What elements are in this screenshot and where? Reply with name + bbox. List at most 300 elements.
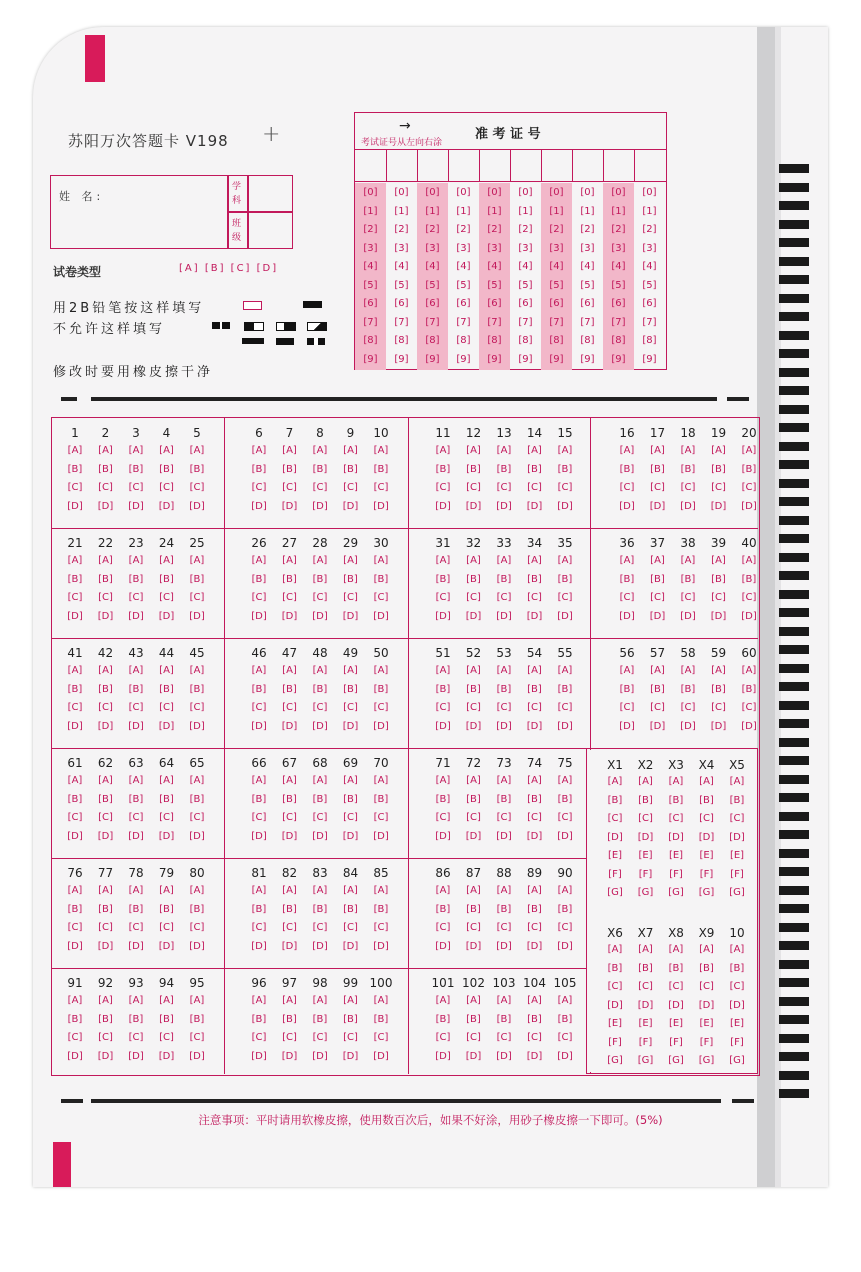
answer-bubble[interactable]: [C] [741,702,757,713]
extra-answer-bubble[interactable]: [A] [638,776,653,787]
id-digit-bubble[interactable]: [1] [580,205,595,217]
answer-bubble[interactable]: [D] [312,720,328,732]
answer-bubble[interactable]: [A] [435,665,451,676]
answer-bubble[interactable]: [B] [343,573,358,585]
answer-bubble[interactable]: [D] [680,610,696,622]
answer-bubble[interactable]: [C] [466,592,481,603]
id-digit-bubble[interactable]: [6] [642,298,657,309]
extra-answer-bubble[interactable]: [E] [668,1018,684,1029]
answer-bubble[interactable]: [A] [373,555,389,566]
answer-bubble[interactable]: [B] [251,1013,267,1025]
answer-bubble[interactable]: [B] [282,903,297,915]
answer-bubble[interactable]: [A] [619,665,635,676]
answer-bubble[interactable]: [C] [496,922,512,933]
extra-answer-bubble[interactable]: [A] [729,776,745,787]
answer-bubble[interactable]: [A] [189,665,205,676]
answer-bubble[interactable]: [C] [282,922,297,933]
extra-answer-bubble[interactable]: [G] [729,1055,745,1066]
id-digit-bubble[interactable]: [9] [549,353,564,365]
answer-bubble[interactable]: [C] [159,702,174,713]
id-digit-bubble[interactable]: [7] [487,316,502,328]
answer-bubble[interactable]: [A] [557,445,573,456]
answer-bubble[interactable]: [C] [373,1032,389,1043]
id-digit-bubble[interactable]: [8] [487,335,502,346]
id-digit-bubble[interactable]: [6] [456,298,471,309]
answer-bubble[interactable]: [C] [557,592,573,603]
answer-bubble[interactable]: [A] [650,445,665,456]
answer-bubble[interactable]: [B] [557,683,573,695]
id-digit-bubble[interactable]: [4] [580,261,595,272]
answer-bubble[interactable]: [B] [466,463,481,475]
answer-bubble[interactable]: [B] [343,463,358,475]
extra-answer-bubble[interactable]: [G] [607,887,623,898]
answer-bubble[interactable]: [C] [527,592,542,603]
id-digit-bubble[interactable]: [9] [456,353,471,365]
answer-bubble[interactable]: [B] [128,903,144,915]
answer-bubble[interactable]: [D] [649,610,666,622]
extra-answer-bubble[interactable]: [C] [638,813,653,824]
id-digit-bubble[interactable]: [9] [363,353,378,365]
answer-bubble[interactable]: [B] [527,683,542,695]
answer-bubble[interactable]: [B] [189,903,205,915]
id-digit-bubble[interactable]: [1] [363,205,378,217]
answer-bubble[interactable]: [D] [496,500,512,512]
answer-bubble[interactable]: [B] [189,1013,205,1025]
id-digit-bubble[interactable]: [2] [580,224,595,235]
answer-bubble[interactable]: [B] [67,573,83,585]
answer-bubble[interactable]: [C] [282,812,297,823]
answer-bubble[interactable]: [B] [373,683,389,695]
answer-bubble[interactable]: [B] [711,463,726,475]
answer-bubble[interactable]: [D] [189,610,205,622]
answer-bubble[interactable]: [B] [343,793,358,805]
answer-bubble[interactable]: [A] [251,995,267,1006]
extra-answer-bubble[interactable]: [F] [699,868,714,880]
extra-answer-bubble[interactable]: [D] [698,831,715,843]
extra-answer-bubble[interactable]: [G] [729,887,745,898]
answer-bubble[interactable]: [A] [557,885,573,896]
answer-bubble[interactable]: [C] [557,1032,573,1043]
answer-bubble[interactable]: [C] [680,592,696,603]
answer-bubble[interactable]: [C] [680,482,696,493]
answer-bubble[interactable]: [A] [527,445,542,456]
answer-bubble[interactable]: [A] [373,775,389,786]
answer-bubble[interactable]: [B] [373,903,389,915]
answer-bubble[interactable]: [D] [251,500,267,512]
id-digit-bubble[interactable]: [5] [611,279,626,291]
answer-bubble[interactable]: [A] [496,665,512,676]
answer-bubble[interactable]: [C] [373,812,389,823]
id-digit-bubble[interactable]: [3] [580,242,595,254]
answer-bubble[interactable]: [A] [680,665,696,676]
extra-answer-bubble[interactable]: [G] [698,887,715,898]
id-digit-bubble[interactable]: [7] [580,316,595,328]
answer-bubble[interactable]: [A] [680,555,696,566]
id-digit-bubble[interactable]: [0] [518,187,533,198]
answer-bubble[interactable]: [C] [159,812,174,823]
id-digit-bubble[interactable]: [6] [611,298,626,309]
extra-answer-bubble[interactable]: [G] [637,887,654,898]
answer-bubble[interactable]: [D] [649,720,666,732]
answer-bubble[interactable]: [B] [680,573,696,585]
answer-bubble[interactable]: [C] [98,592,113,603]
answer-bubble[interactable]: [D] [251,940,267,952]
extra-answer-bubble[interactable]: [C] [699,813,714,824]
extra-answer-bubble[interactable]: [B] [699,794,714,806]
id-digit-bubble[interactable]: [9] [580,353,595,365]
extra-answer-bubble[interactable]: [G] [637,1055,654,1066]
answer-bubble[interactable]: [B] [251,463,267,475]
answer-bubble[interactable]: [A] [435,995,451,1006]
extra-answer-bubble[interactable]: [D] [637,831,654,843]
answer-bubble[interactable]: [A] [312,885,328,896]
id-digit-bubble[interactable]: [5] [487,279,502,291]
answer-bubble[interactable]: [D] [465,830,482,842]
answer-bubble[interactable]: [B] [159,1013,174,1025]
id-digit-bubble[interactable]: [7] [611,316,626,328]
answer-bubble[interactable]: [A] [251,775,267,786]
answer-bubble[interactable]: [B] [343,1013,358,1025]
answer-bubble[interactable]: [A] [98,995,113,1006]
answer-bubble[interactable]: [D] [557,940,573,952]
answer-bubble[interactable]: [A] [496,555,512,566]
answer-bubble[interactable]: [A] [159,775,174,786]
answer-bubble[interactable]: [D] [649,500,666,512]
answer-bubble[interactable]: [A] [251,555,267,566]
answer-bubble[interactable]: [C] [373,922,389,933]
id-digit-bubble[interactable]: [0] [580,187,595,198]
answer-bubble[interactable]: [A] [128,995,144,1006]
answer-bubble[interactable]: [B] [128,1013,144,1025]
answer-bubble[interactable]: [B] [189,793,205,805]
id-digit-bubble[interactable]: [5] [456,279,471,291]
answer-bubble[interactable]: [A] [435,445,451,456]
answer-bubble[interactable]: [D] [619,500,635,512]
answer-bubble[interactable]: [A] [711,665,726,676]
answer-bubble[interactable]: [C] [435,922,451,933]
answer-bubble[interactable]: [C] [466,922,481,933]
extra-answer-bubble[interactable]: [G] [668,1055,684,1066]
answer-bubble[interactable]: [A] [159,995,174,1006]
answer-bubble[interactable]: [A] [496,885,512,896]
answer-bubble[interactable]: [B] [67,463,83,475]
answer-bubble[interactable]: [A] [312,555,328,566]
id-digit-bubble[interactable]: [9] [611,353,626,365]
answer-bubble[interactable]: [C] [619,482,635,493]
answer-bubble[interactable]: [C] [557,812,573,823]
answer-bubble[interactable]: [B] [98,903,113,915]
answer-bubble[interactable]: [D] [67,940,83,952]
answer-bubble[interactable]: [A] [496,445,512,456]
answer-bubble[interactable]: [C] [251,1032,267,1043]
answer-bubble[interactable]: [A] [128,445,144,456]
answer-bubble[interactable]: [D] [312,500,328,512]
answer-bubble[interactable]: [A] [711,445,726,456]
extra-answer-bubble[interactable]: [E] [668,850,684,861]
id-digit-bubble[interactable]: [6] [518,298,533,309]
answer-bubble[interactable]: [A] [343,665,358,676]
answer-bubble[interactable]: [A] [557,665,573,676]
answer-bubble[interactable]: [D] [557,830,573,842]
answer-bubble[interactable]: [B] [128,573,144,585]
answer-bubble[interactable]: [B] [282,793,297,805]
answer-bubble[interactable]: [D] [312,830,328,842]
answer-bubble[interactable]: [C] [741,482,757,493]
answer-bubble[interactable]: [D] [251,830,267,842]
answer-bubble[interactable]: [B] [496,903,512,915]
answer-bubble[interactable]: [A] [312,665,328,676]
extra-answer-bubble[interactable]: [C] [607,981,623,992]
answer-bubble[interactable]: [A] [343,445,358,456]
answer-bubble[interactable]: [D] [128,1050,144,1062]
answer-bubble[interactable]: [C] [189,812,205,823]
answer-bubble[interactable]: [C] [343,702,358,713]
answer-bubble[interactable]: [D] [741,500,757,512]
answer-bubble[interactable]: [C] [251,592,267,603]
id-digit-bubble[interactable]: [5] [394,279,409,291]
answer-bubble[interactable]: [D] [526,500,543,512]
answer-bubble[interactable]: [B] [343,683,358,695]
id-digit-bubble[interactable]: [9] [518,353,533,365]
answer-bubble[interactable]: [C] [343,1032,358,1043]
extra-answer-bubble[interactable]: [F] [730,1036,744,1048]
answer-bubble[interactable]: [D] [251,610,267,622]
extra-answer-bubble[interactable]: [F] [608,1036,622,1048]
answer-bubble[interactable]: [A] [189,995,205,1006]
answer-bubble[interactable]: [B] [466,573,481,585]
answer-bubble[interactable]: [B] [67,1013,83,1025]
answer-bubble[interactable]: [B] [680,683,696,695]
answer-bubble[interactable]: [B] [496,1013,512,1025]
answer-bubble[interactable]: [D] [496,720,512,732]
answer-bubble[interactable]: [A] [312,775,328,786]
answer-bubble[interactable]: [B] [466,683,481,695]
extra-answer-bubble[interactable]: [E] [699,850,714,861]
answer-bubble[interactable]: [C] [189,922,205,933]
answer-bubble[interactable]: [D] [312,940,328,952]
answer-bubble[interactable]: [B] [557,573,573,585]
answer-bubble[interactable]: [A] [435,885,451,896]
id-digit-bubble[interactable]: [9] [394,353,409,365]
answer-bubble[interactable]: [D] [435,500,451,512]
extra-answer-bubble[interactable]: [A] [668,944,684,955]
extra-answer-bubble[interactable]: [D] [729,999,745,1011]
answer-bubble[interactable]: [D] [158,720,175,732]
extra-answer-bubble[interactable]: [B] [699,962,714,974]
answer-bubble[interactable]: [C] [527,812,542,823]
answer-bubble[interactable]: [C] [435,1032,451,1043]
id-digit-bubble[interactable]: [3] [363,242,378,254]
answer-bubble[interactable]: [A] [189,555,205,566]
answer-bubble[interactable]: [C] [557,482,573,493]
answer-bubble[interactable]: [B] [373,573,389,585]
id-digit-bubble[interactable]: [2] [642,224,657,235]
answer-bubble[interactable]: [B] [128,463,144,475]
id-digit-bubble[interactable]: [5] [642,279,657,291]
answer-bubble[interactable]: [A] [466,445,481,456]
answer-bubble[interactable]: [A] [466,555,481,566]
id-digit-bubble[interactable]: [8] [611,335,626,346]
answer-bubble[interactable]: [D] [128,940,144,952]
answer-bubble[interactable]: [A] [67,555,83,566]
answer-bubble[interactable]: [B] [312,573,328,585]
answer-bubble[interactable]: [A] [67,885,83,896]
answer-bubble[interactable]: [A] [343,995,358,1006]
answer-bubble[interactable]: [B] [619,683,635,695]
answer-bubble[interactable]: [A] [373,885,389,896]
answer-bubble[interactable]: [D] [97,500,114,512]
answer-bubble[interactable]: [C] [496,482,512,493]
answer-bubble[interactable]: [D] [281,1050,298,1062]
answer-bubble[interactable]: [B] [435,573,451,585]
answer-bubble[interactable]: [D] [281,500,298,512]
answer-bubble[interactable]: [C] [282,592,297,603]
answer-bubble[interactable]: [C] [373,592,389,603]
id-digit-bubble[interactable]: [8] [642,335,657,346]
answer-bubble[interactable]: [B] [251,573,267,585]
answer-bubble[interactable]: [A] [741,445,757,456]
answer-bubble[interactable]: [B] [189,683,205,695]
id-digit-bubble[interactable]: [1] [611,205,626,217]
extra-answer-bubble[interactable]: [F] [730,868,744,880]
id-digit-bubble[interactable]: [2] [487,224,502,235]
answer-bubble[interactable]: [B] [98,573,113,585]
extra-answer-bubble[interactable]: [B] [729,962,745,974]
extra-answer-bubble[interactable]: [C] [668,813,684,824]
answer-bubble[interactable]: [B] [711,573,726,585]
answer-bubble[interactable]: [C] [619,702,635,713]
answer-bubble[interactable]: [D] [312,1050,328,1062]
answer-bubble[interactable]: [B] [741,573,757,585]
extra-answer-bubble[interactable]: [D] [729,831,745,843]
answer-bubble[interactable]: [B] [98,793,113,805]
answer-bubble[interactable]: [D] [373,500,389,512]
extra-answer-bubble[interactable]: [D] [637,999,654,1011]
id-digit-bubble[interactable]: [1] [549,205,564,217]
extra-answer-bubble[interactable]: [B] [668,962,684,974]
id-digit-bubble[interactable]: [6] [580,298,595,309]
answer-bubble[interactable]: [B] [373,463,389,475]
answer-bubble[interactable]: [A] [557,555,573,566]
answer-bubble[interactable]: [D] [435,610,451,622]
id-digit-bubble[interactable]: [0] [642,187,657,198]
id-digit-bubble[interactable]: [1] [518,205,533,217]
answer-bubble[interactable]: [C] [650,702,665,713]
answer-bubble[interactable]: [C] [67,482,83,493]
answer-bubble[interactable]: [D] [158,500,175,512]
answer-bubble[interactable]: [C] [373,702,389,713]
answer-bubble[interactable]: [B] [159,793,174,805]
answer-bubble[interactable]: [B] [496,793,512,805]
answer-bubble[interactable]: [D] [435,940,451,952]
answer-bubble[interactable]: [D] [435,830,451,842]
id-digit-bubble[interactable]: [4] [549,261,564,272]
answer-bubble[interactable]: [C] [435,482,451,493]
answer-bubble[interactable]: [C] [128,922,144,933]
answer-bubble[interactable]: [C] [128,812,144,823]
answer-bubble[interactable]: [D] [67,1050,83,1062]
answer-bubble[interactable]: [D] [128,720,144,732]
id-digit-bubble[interactable]: [8] [456,335,471,346]
answer-bubble[interactable]: [D] [557,720,573,732]
answer-bubble[interactable]: [D] [465,940,482,952]
answer-bubble[interactable]: [B] [282,683,297,695]
answer-bubble[interactable]: [D] [373,830,389,842]
id-digit-bubble[interactable]: [4] [487,261,502,272]
answer-bubble[interactable]: [A] [527,555,542,566]
answer-bubble[interactable]: [D] [526,830,543,842]
answer-bubble[interactable]: [D] [741,610,757,622]
answer-bubble[interactable]: [C] [343,482,358,493]
answer-bubble[interactable]: [B] [650,573,665,585]
answer-bubble[interactable]: [C] [67,1032,83,1043]
id-digit-bubble[interactable]: [7] [518,316,533,328]
answer-bubble[interactable]: [D] [67,500,83,512]
answer-bubble[interactable]: [C] [312,592,328,603]
answer-bubble[interactable]: [B] [496,573,512,585]
answer-bubble[interactable]: [C] [251,812,267,823]
answer-bubble[interactable]: [D] [710,610,727,622]
answer-bubble[interactable]: [A] [282,775,297,786]
answer-bubble[interactable]: [C] [496,1032,512,1043]
answer-bubble[interactable]: [C] [711,702,726,713]
answer-bubble[interactable]: [D] [281,720,298,732]
id-digit-bubble[interactable]: [3] [456,242,471,254]
answer-bubble[interactable]: [C] [312,922,328,933]
answer-bubble[interactable]: [C] [373,482,389,493]
id-digit-bubble[interactable]: [0] [425,187,440,198]
answer-bubble[interactable]: [A] [251,885,267,896]
id-digit-bubble[interactable]: [3] [394,242,409,254]
id-digit-bubble[interactable]: [5] [518,279,533,291]
answer-bubble[interactable]: [A] [67,665,83,676]
answer-bubble[interactable]: [B] [466,793,481,805]
answer-bubble[interactable]: [D] [342,610,359,622]
answer-bubble[interactable]: [C] [435,812,451,823]
extra-answer-bubble[interactable]: [C] [638,981,653,992]
answer-bubble[interactable]: [C] [189,592,205,603]
answer-bubble[interactable]: [A] [282,555,297,566]
answer-bubble[interactable]: [A] [189,775,205,786]
answer-bubble[interactable]: [B] [619,463,635,475]
answer-bubble[interactable]: [C] [312,1032,328,1043]
answer-bubble[interactable]: [D] [342,1050,359,1062]
id-digit-bubble[interactable]: [1] [487,205,502,217]
id-digit-bubble[interactable]: [5] [425,279,440,291]
extra-answer-bubble[interactable]: [D] [607,999,623,1011]
answer-bubble[interactable]: [D] [465,500,482,512]
answer-bubble[interactable]: [D] [189,1050,205,1062]
answer-bubble[interactable]: [B] [128,793,144,805]
answer-bubble[interactable]: [A] [680,445,696,456]
answer-bubble[interactable]: [C] [282,1032,297,1043]
answer-bubble[interactable]: [D] [496,610,512,622]
id-digit-bubble[interactable]: [5] [549,279,564,291]
extra-answer-bubble[interactable]: [F] [699,1036,714,1048]
answer-bubble[interactable]: [A] [557,995,573,1006]
answer-bubble[interactable]: [D] [251,1050,267,1062]
extra-answer-bubble[interactable]: [E] [729,850,745,861]
answer-bubble[interactable]: [B] [251,793,267,805]
extra-answer-bubble[interactable]: [F] [638,868,653,880]
answer-bubble[interactable]: [C] [67,922,83,933]
answer-bubble[interactable]: [D] [496,1050,512,1062]
answer-bubble[interactable]: [A] [251,445,267,456]
answer-bubble[interactable]: [A] [312,445,328,456]
id-digit-bubble[interactable]: [2] [456,224,471,235]
answer-bubble[interactable]: [D] [741,720,757,732]
id-digit-bubble[interactable]: [8] [425,335,440,346]
